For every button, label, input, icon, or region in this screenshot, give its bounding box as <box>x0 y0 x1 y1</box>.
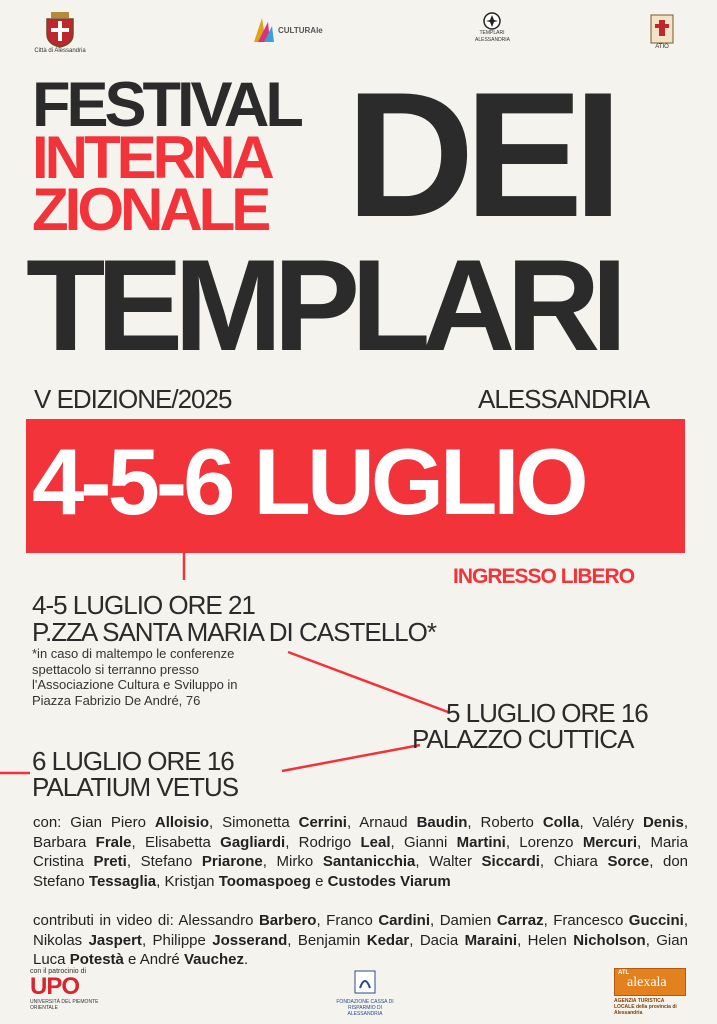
person-last-name: Vauchez <box>183 951 244 968</box>
person-name <box>140 951 244 968</box>
city-caption: Città di Alessandria <box>34 48 86 54</box>
person-last-name: Barbero <box>258 912 317 929</box>
person-name <box>440 912 544 929</box>
person-last-name: Denis <box>642 814 684 831</box>
event2-place: PALAZZO CUTTICA <box>412 724 634 754</box>
person-first-name: Barbara <box>33 833 96 851</box>
free-entry-label: INGRESSO LIBERO <box>453 565 635 588</box>
title-templari: TEMPLARI <box>26 232 619 378</box>
person-name <box>222 814 347 831</box>
person-first-name: Simonetta <box>222 814 299 831</box>
person-name <box>554 853 650 870</box>
person-last-name: Tessaglia <box>88 872 157 890</box>
person-last-name: Maraini <box>464 931 518 949</box>
person-last-name: Custodes Viarum <box>327 872 451 890</box>
person-first-name: Philippe <box>152 931 213 949</box>
person-last-name: Josserand <box>212 931 288 949</box>
person-first-name: André <box>139 951 184 968</box>
person-first-name: Gian Piero <box>70 814 155 831</box>
person-last-name: Baudin <box>416 814 468 831</box>
connector-event1-event2 <box>288 652 448 712</box>
title-interna: INTERNA <box>32 124 271 191</box>
upo-caption: UNIVERSITÀ DEL PIEMONTE ORIENTALE <box>30 999 99 1011</box>
person-first-name: Dacia <box>419 931 465 949</box>
person-first-name: Franco <box>326 912 379 929</box>
video-intro: contributi in video di: <box>33 912 174 929</box>
person-last-name: Cerrini <box>298 814 347 831</box>
event1-time: 4-5 LUGLIO ORE 21 <box>32 590 255 620</box>
person-last-name: Siccardi <box>481 853 540 870</box>
person-name <box>277 853 416 870</box>
fondazione-caption: FONDAZIONE CASSA DI RISPARMIO DI ALESSANDRIA <box>336 999 394 1017</box>
person-last-name: Mercuri <box>582 833 637 851</box>
video-list: Alessandro Barbero, Franco Cardini, Damien Carraz, Francesco Guccini, Nikolas Jaspert, Philippe Josserand, Benjamin Kedar, Dacia Maraini, Helen Nicholson, Gian Luca Potestà e André Vauchez. <box>33 912 688 968</box>
atl-label: ATL <box>618 970 630 976</box>
person-first-name: Gian Luca <box>33 931 688 968</box>
guests-intro: con: <box>33 814 62 831</box>
event3-time: 6 LUGLIO ORE 16 <box>32 746 234 776</box>
templari-caption: TEMPLARI ALESSANDRIA <box>475 30 511 43</box>
person-last-name: Kedar <box>366 931 410 949</box>
person-first-name: Maria Cristina <box>33 833 688 870</box>
person-last-name: Colla <box>542 814 580 831</box>
person-first-name: Walter <box>429 853 482 870</box>
person-last-name: Alloisio <box>154 814 210 831</box>
person-name <box>145 834 285 851</box>
person-last-name: Guccini <box>628 912 684 929</box>
video-paragraph <box>33 911 688 970</box>
person-first-name: Arnaud <box>359 814 417 831</box>
person-first-name: Lorenzo <box>519 833 583 851</box>
fondazione-emblem-icon <box>354 970 376 994</box>
person-name <box>178 912 316 929</box>
person-last-name: Cardini <box>378 912 431 929</box>
person-last-name: Carraz <box>496 912 544 929</box>
fondazione-logo <box>330 970 400 1017</box>
upo-logo <box>30 968 110 1011</box>
person-name <box>70 814 209 831</box>
person-name <box>359 814 467 831</box>
person-name <box>593 814 684 831</box>
person-name <box>553 912 684 929</box>
event1-note: *in caso di maltempo le conferenze spettacolo si terranno presso l'Associazione Cultura e Sviluppo in Piazza Fabrizio De André, 76 <box>32 646 238 708</box>
person-first-name: Nikolas <box>33 931 89 949</box>
person-first-name: Valéry <box>592 814 643 831</box>
person-last-name: Potestà <box>69 951 124 968</box>
city-label: ALESSANDRIA <box>478 384 650 414</box>
alexala-name: alexala <box>627 975 667 990</box>
person-name <box>33 932 142 949</box>
person-first-name: Francesco <box>553 912 629 929</box>
atl-caption: AGENZIA TURISTICA LOCALE della provincia di Alessandria <box>614 998 677 1016</box>
person-first-name: Elisabetta <box>145 833 221 851</box>
person-name <box>141 853 263 870</box>
person-last-name: Nicholson <box>573 931 646 949</box>
person-first-name: Gianni <box>403 833 457 851</box>
person-first-name: Mirko <box>276 853 323 870</box>
person-last-name: Martini <box>456 833 506 851</box>
person-name <box>528 932 646 949</box>
event1-place: P.ZZA SANTA MARIA DI CASTELLO* <box>32 617 436 647</box>
connector-event2-event3 <box>282 745 420 771</box>
person-first-name: Stefano <box>140 853 202 870</box>
person-first-name: Alessandro <box>178 912 259 929</box>
person-first-name: Chiara <box>553 853 608 870</box>
title-festival: FESTIVAL <box>32 70 300 140</box>
person-name <box>420 932 517 949</box>
person-last-name: Santanicchia <box>322 853 416 870</box>
title-dei: DEI <box>346 55 613 254</box>
person-first-name: don Stefano <box>33 853 689 890</box>
guests-paragraph <box>33 813 688 891</box>
person-last-name: Gagliardi <box>220 833 286 851</box>
person-name <box>481 814 580 831</box>
person-last-name: Frale <box>95 833 132 851</box>
event2-time: 5 LUGLIO ORE 16 <box>446 698 648 728</box>
event3-place: PALATIUM VETUS <box>32 772 239 802</box>
alexala-logo <box>614 968 686 1016</box>
person-last-name: Sorce <box>607 853 650 870</box>
person-name <box>299 834 391 851</box>
person-name <box>429 853 540 870</box>
title-zionale: ZIONALE <box>32 176 268 243</box>
person-name <box>326 912 430 929</box>
person-first-name: Rodrigo <box>298 833 361 851</box>
person-first-name: Helen <box>527 931 574 949</box>
person-name <box>33 834 132 851</box>
alexala-box <box>614 968 686 996</box>
person-last-name: Priarone <box>201 853 263 870</box>
upo-mark: UPO <box>30 973 80 1000</box>
person-name <box>328 873 451 890</box>
person-first-name: Benjamin <box>297 931 367 949</box>
person-first-name: Damien <box>439 912 497 929</box>
person-name <box>519 834 637 851</box>
person-last-name: Leal <box>360 833 391 851</box>
person-first-name: Kristjan <box>164 872 219 890</box>
atio-caption: ATIO <box>655 44 669 50</box>
person-last-name: Preti <box>93 853 127 870</box>
person-name <box>165 873 311 890</box>
person-name <box>404 834 506 851</box>
person-last-name: Toomaspoeg <box>218 872 311 890</box>
edition-label: V EDIZIONE/2025 <box>34 384 232 414</box>
person-name <box>298 932 409 949</box>
person-first-name: Roberto <box>480 814 543 831</box>
guests-list: Gian Piero Alloisio, Simonetta Cerrini, Arnaud Baudin, Roberto Colla, Valéry Denis, Barbara Frale, Elisabetta Gagliardi, Rodrigo Leal, Gianni Martini, Lorenzo Mercuri, Maria Cristina Preti, Stefano Priarone, Mirko Santanicchia, Walter Siccardi, Chiara Sorce, don Stefano Tessaglia, Kristjan Toomaspoeg e Custodes Viarum <box>33 814 689 890</box>
patrocinio-label: con il patrocinio di <box>30 968 87 975</box>
culturale-text: CULTURAle <box>278 26 323 35</box>
person-name <box>152 932 287 949</box>
person-last-name: Jaspert <box>88 931 142 949</box>
date-banner-text: 4-5-6 LUGLIO <box>32 429 585 534</box>
